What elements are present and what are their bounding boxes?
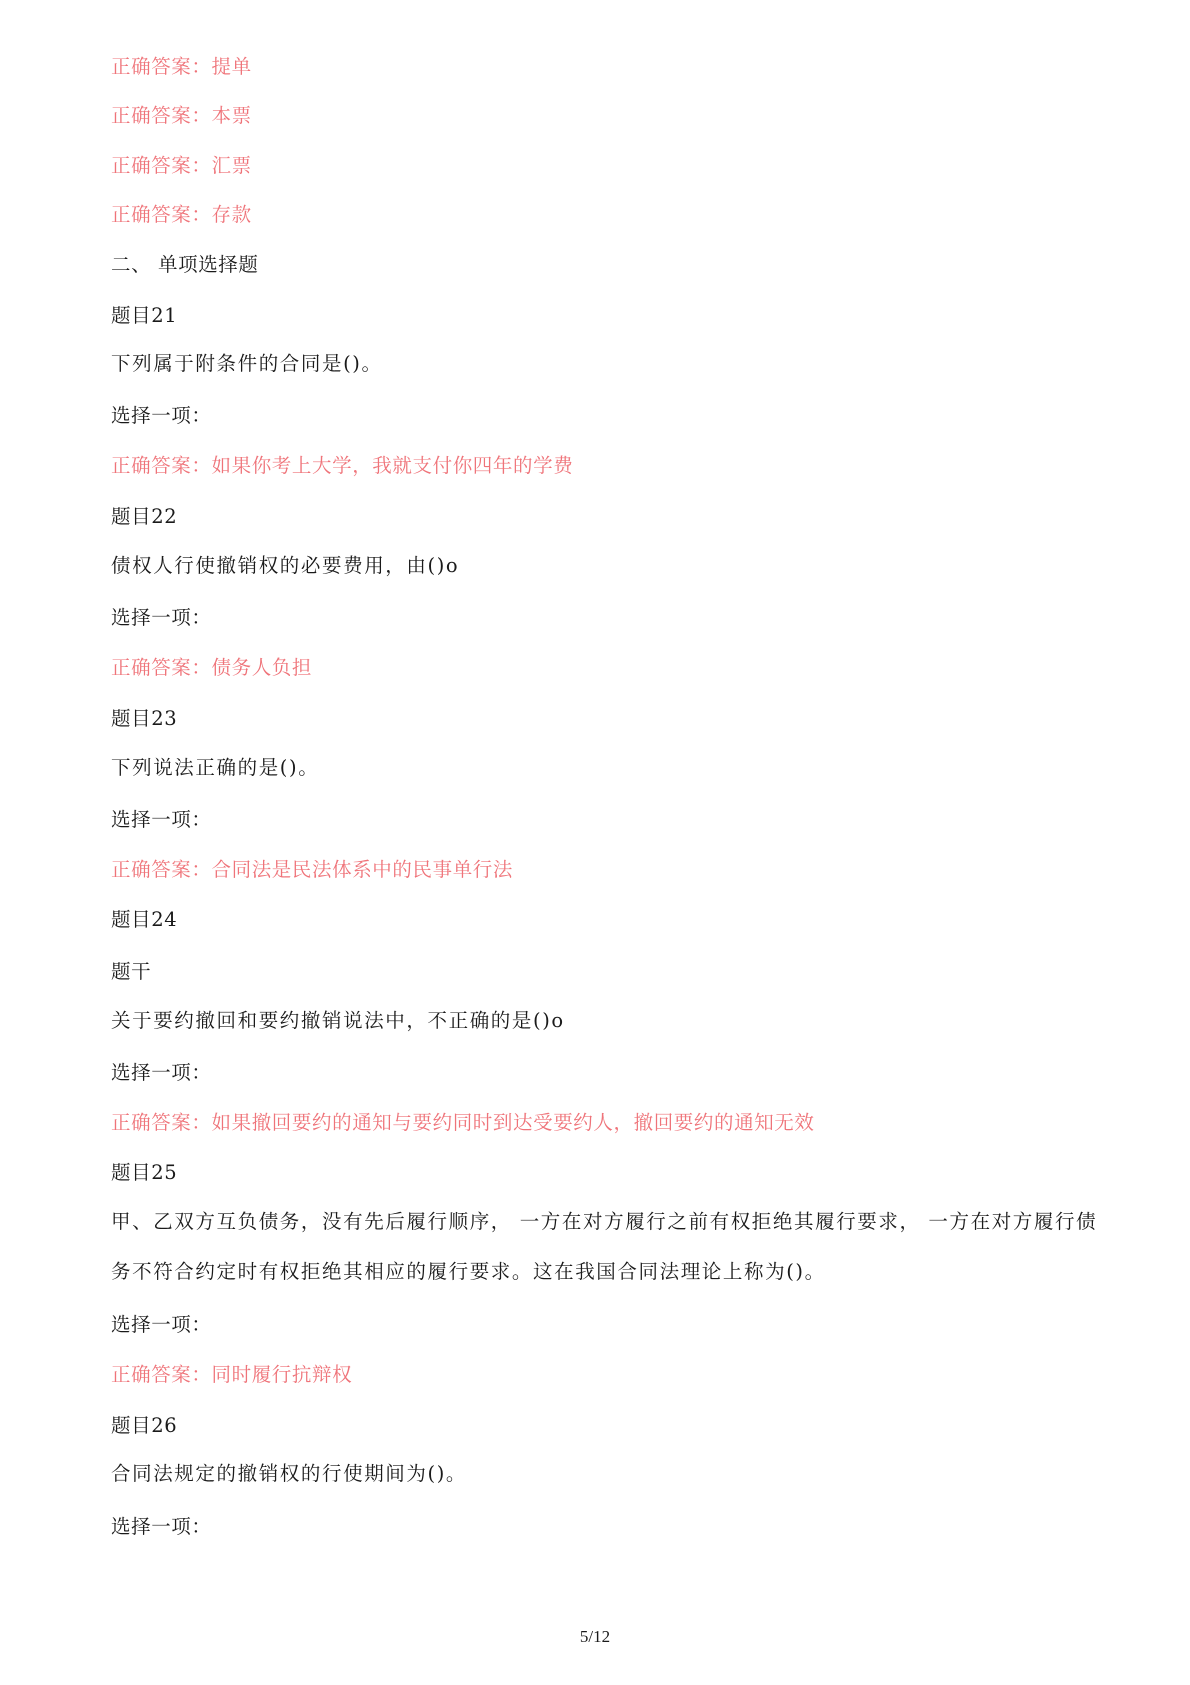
question-text: 务不符合约定时有权拒绝其相应的履行要求。这在我国合同法理论上称为()。 [111,1260,826,1283]
answer-line: 正确答案：如果你考上大学，我就支付你四年的学费 [111,454,574,477]
answer-line: 正确答案：本票 [111,104,252,127]
answer-line: 正确答案：提单 [111,55,252,78]
choice-prompt: 选择一项： [111,606,212,629]
question-stem-label: 题干 [111,960,152,983]
answer-line: 正确答案：如果撤回要约的通知与要约同时到达受要约人，撤回要约的通知无效 [111,1111,815,1134]
question-text: 合同法规定的撤销权的行使期间为()。 [111,1462,468,1485]
choice-prompt: 选择一项： [111,1313,212,1336]
answer-line: 正确答案：存款 [111,203,252,226]
choice-prompt: 选择一项： [111,808,212,831]
page-number: 5/12 [579,1627,611,1646]
section-heading: 二、 单项选择题 [111,253,259,276]
question-text: 关于要约撤回和要约撤销说法中，不正确的是()o [111,1009,565,1032]
question-number: 题目22 [111,505,178,528]
choice-prompt: 选择一项： [111,1515,212,1538]
choice-prompt: 选择一项： [111,404,212,427]
answer-line: 正确答案：同时履行抗辩权 [111,1363,353,1386]
answer-line: 正确答案：汇票 [111,154,252,177]
choice-prompt: 选择一项： [111,1061,212,1084]
answer-line: 正确答案：合同法是民法体系中的民事单行法 [111,858,514,881]
question-number: 题目24 [111,908,178,931]
answer-line: 正确答案：债务人负担 [111,656,313,679]
question-number: 题目21 [111,304,178,327]
question-number: 题目25 [111,1161,178,1184]
question-text: 债权人行使撤销权的必要费用，由()o [111,554,460,577]
question-text: 下列说法正确的是()。 [111,756,320,779]
question-text: 下列属于附条件的合同是()。 [111,352,383,375]
question-number: 题目26 [111,1414,178,1437]
question-number: 题目23 [111,707,178,730]
question-text: 甲、乙双方互负债务，没有先后履行顺序， 一方在对方履行之前有权拒绝其履行要求， 一方在对方履行债 [111,1210,1098,1233]
